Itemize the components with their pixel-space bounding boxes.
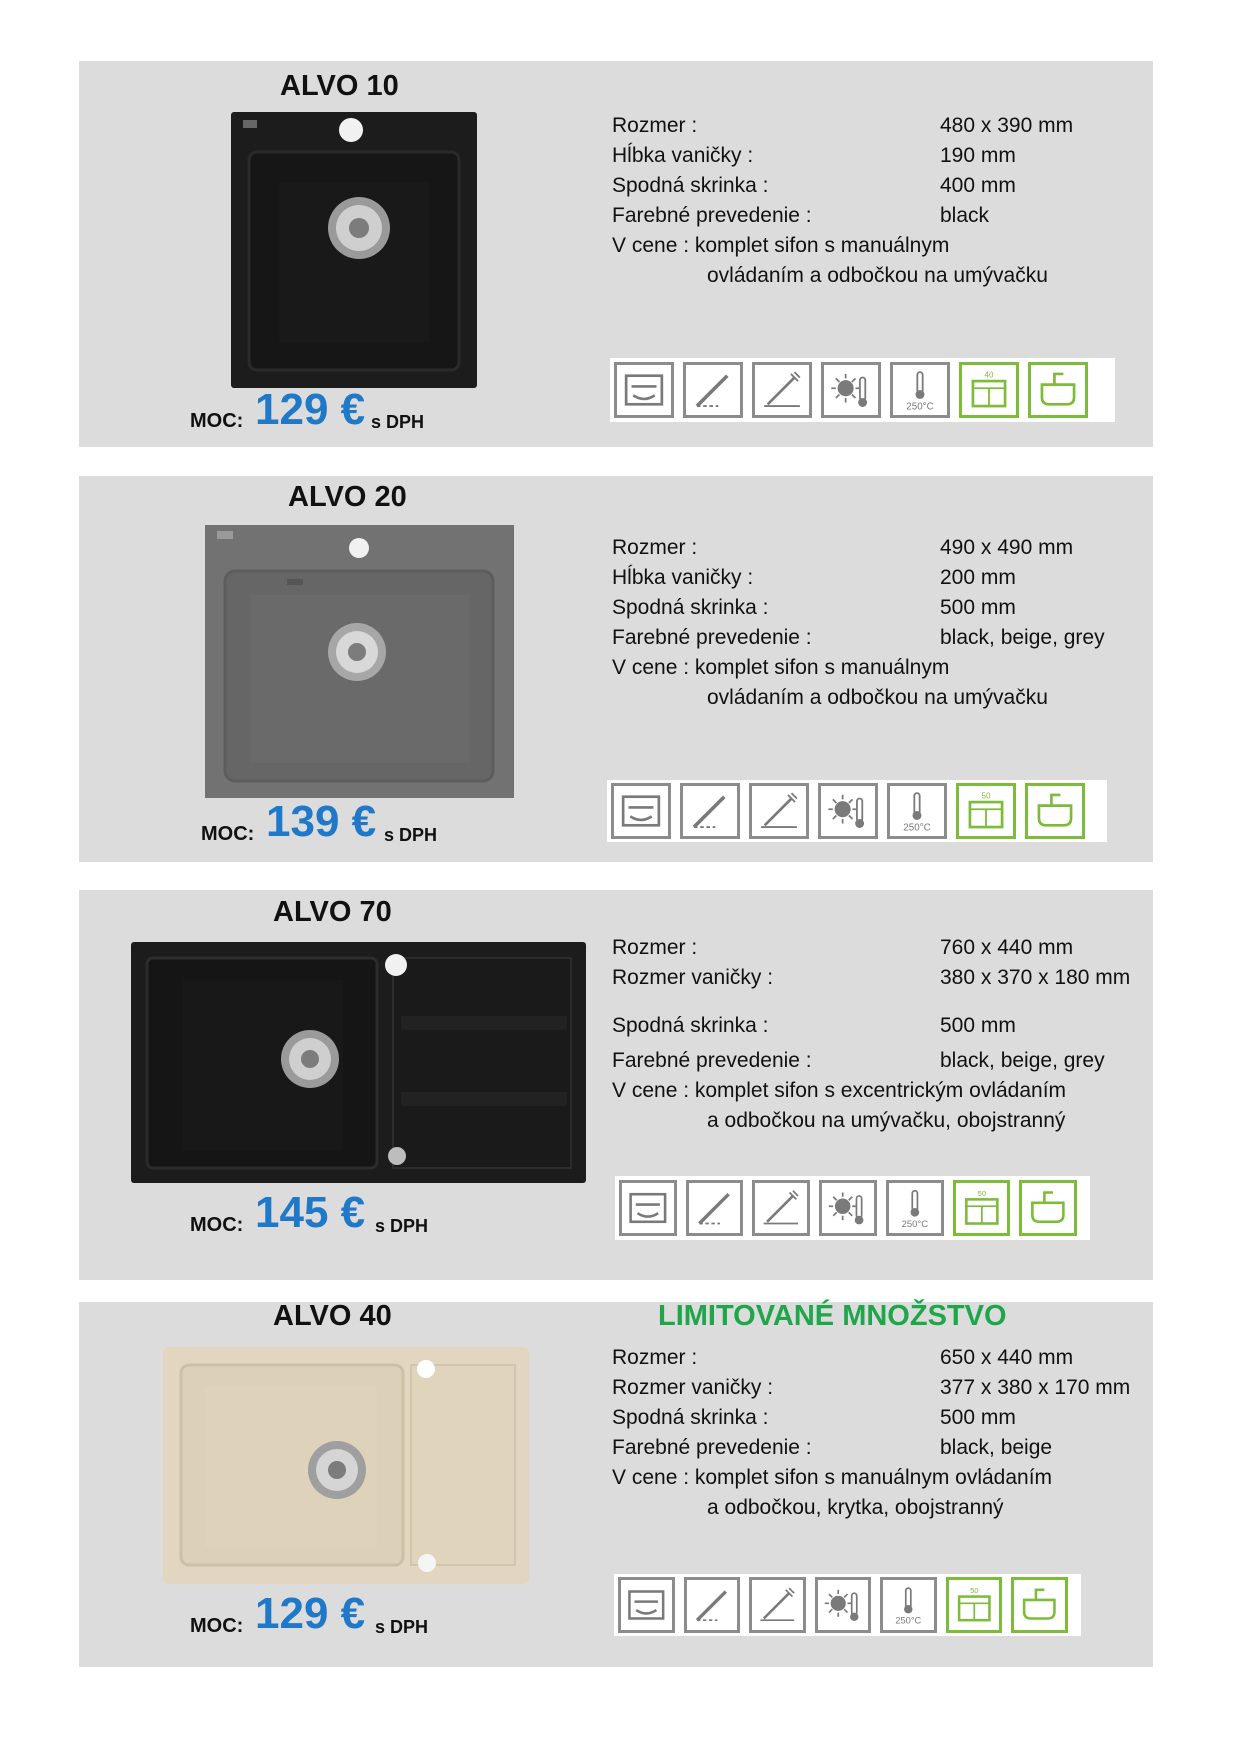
sink-image-alvo-10 [231,112,477,388]
price-value: 139 € [266,797,377,846]
drain-fitting-icon [1025,783,1085,839]
price-includes-line: ovládaním a odbočkou na umývačku [707,264,1048,287]
spec-value: 500 mm [940,1014,1016,1037]
cabinet-size-icon [956,783,1016,839]
spec-label: Farebné prevedenie : [612,1436,812,1459]
scratch-resistant-icon [686,1180,744,1236]
dishwasher-safe-icon [611,783,671,839]
heat-250c-icon [886,1180,944,1236]
uv-heat-resistant-icon [818,783,878,839]
dishwasher-safe-icon [614,362,674,418]
spec-value: 500 mm [940,1406,1016,1429]
spec-value: black, beige, grey [940,626,1105,649]
spec-value: 500 mm [940,596,1016,619]
scratch-resistant-icon [684,1577,741,1633]
price-includes-line: a odbočkou, krytka, obojstranný [707,1496,1004,1519]
cabinet-size-icon [953,1180,1011,1236]
dishwasher-safe-icon [618,1577,675,1633]
scratch-resistant-icon [683,362,743,418]
cut-resistant-icon [749,783,809,839]
product-title: ALVO 40 [273,1300,392,1332]
cut-resistant-icon [749,1577,806,1633]
uv-heat-resistant-icon [819,1180,877,1236]
uv-heat-resistant-icon [821,362,881,418]
cabinet-size-label: 50 [981,791,991,801]
spec-label: Rozmer vaničky : [612,966,774,989]
spec-value: 650 x 440 mm [940,1346,1074,1369]
spec-label: Spodná skrinka : [612,1014,769,1037]
sink-image-alvo-20 [205,525,514,798]
feature-icons-row [610,358,1115,422]
spec-value: 490 x 490 mm [940,536,1074,559]
heat-250c-label: 250°C [901,1218,928,1230]
cut-resistant-icon [752,362,812,418]
spec-label: Farebné prevedenie : [612,626,812,649]
spec-label: Rozmer vaničky : [612,1376,774,1399]
moc-label: MOC: [190,1615,244,1637]
spec-label: Farebné prevedenie : [612,1049,812,1072]
moc-label: MOC: [190,1214,244,1236]
feature-icons-row [607,780,1107,842]
drain-fitting-icon [1011,1577,1068,1633]
price-includes-line: ovládaním a odbočkou na umývačku [707,686,1048,709]
spec-label: Rozmer : [612,936,698,959]
moc-label: MOC: [190,410,244,432]
sink-image-alvo-40 [163,1347,529,1584]
product-title: ALVO 10 [280,70,399,102]
price-includes-line: V cene : komplet sifon s manuálnym [612,234,950,257]
drain-fitting-icon [1019,1180,1077,1236]
spec-label: Rozmer : [612,114,698,137]
heat-250c-label: 250°C [906,401,934,413]
feature-icons-row [615,1176,1090,1240]
spec-label: Spodná skrinka : [612,1406,769,1429]
price-suffix: s DPH [371,412,425,432]
cut-resistant-icon [752,1180,810,1236]
uv-heat-resistant-icon [815,1577,872,1633]
spec-label: Hĺbka vaničky : [612,144,754,167]
heat-250c-label: 250°C [895,1615,922,1626]
price-suffix: s DPH [375,1617,429,1637]
cabinet-size-icon [946,1577,1003,1633]
scratch-resistant-icon [680,783,740,839]
spec-value: 760 x 440 mm [940,936,1074,959]
price-suffix: s DPH [375,1216,429,1236]
spec-label: Hĺbka vaničky : [612,566,754,589]
spec-value: 190 mm [940,144,1016,167]
product-title: ALVO 20 [288,481,407,513]
price-value: 129 € [255,385,366,434]
cabinet-size-label: 50 [969,1586,979,1596]
sink-image-alvo-70 [131,942,586,1183]
price-includes-line: V cene : komplet sifon s excentrickým ovládaním [612,1079,1067,1102]
cabinet-size-label: 40 [984,370,994,380]
heat-250c-icon [880,1577,937,1633]
price-suffix: s DPH [384,825,438,845]
heat-250c-icon [887,783,947,839]
drain-fitting-icon [1028,362,1088,418]
spec-label: Rozmer : [612,536,698,559]
spec-value: 480 x 390 mm [940,114,1074,137]
dishwasher-safe-icon [619,1180,677,1236]
moc-label: MOC: [201,823,255,845]
price-value: 145 € [255,1188,366,1237]
spec-label: Rozmer : [612,1346,698,1369]
heat-250c-label: 250°C [903,822,931,834]
heat-250c-icon [890,362,950,418]
spec-value: black, beige, grey [940,1049,1105,1072]
cabinet-size-icon [959,362,1019,418]
spec-value: 377 x 380 x 170 mm [940,1376,1131,1399]
price-includes-line: a odbočkou na umývačku, obojstranný [707,1109,1066,1132]
limited-quantity-notice: LIMITOVANÉ MNOŽSTVO [658,1300,1007,1332]
spec-value: 400 mm [940,174,1016,197]
spec-value: 380 x 370 x 180 mm [940,966,1131,989]
price-value: 129 € [255,1589,366,1638]
spec-value: black [940,204,990,227]
feature-icons-row [614,1574,1081,1636]
price-includes-line: V cene : komplet sifon s manuálnym ovládaním [612,1466,1053,1489]
spec-label: Spodná skrinka : [612,174,769,197]
spec-value: black, beige [940,1436,1053,1459]
price-includes-line: V cene : komplet sifon s manuálnym [612,656,950,679]
spec-value: 200 mm [940,566,1016,589]
cabinet-size-label: 50 [977,1188,986,1198]
spec-label: Spodná skrinka : [612,596,769,619]
spec-label: Farebné prevedenie : [612,204,812,227]
product-title: ALVO 70 [273,896,392,928]
